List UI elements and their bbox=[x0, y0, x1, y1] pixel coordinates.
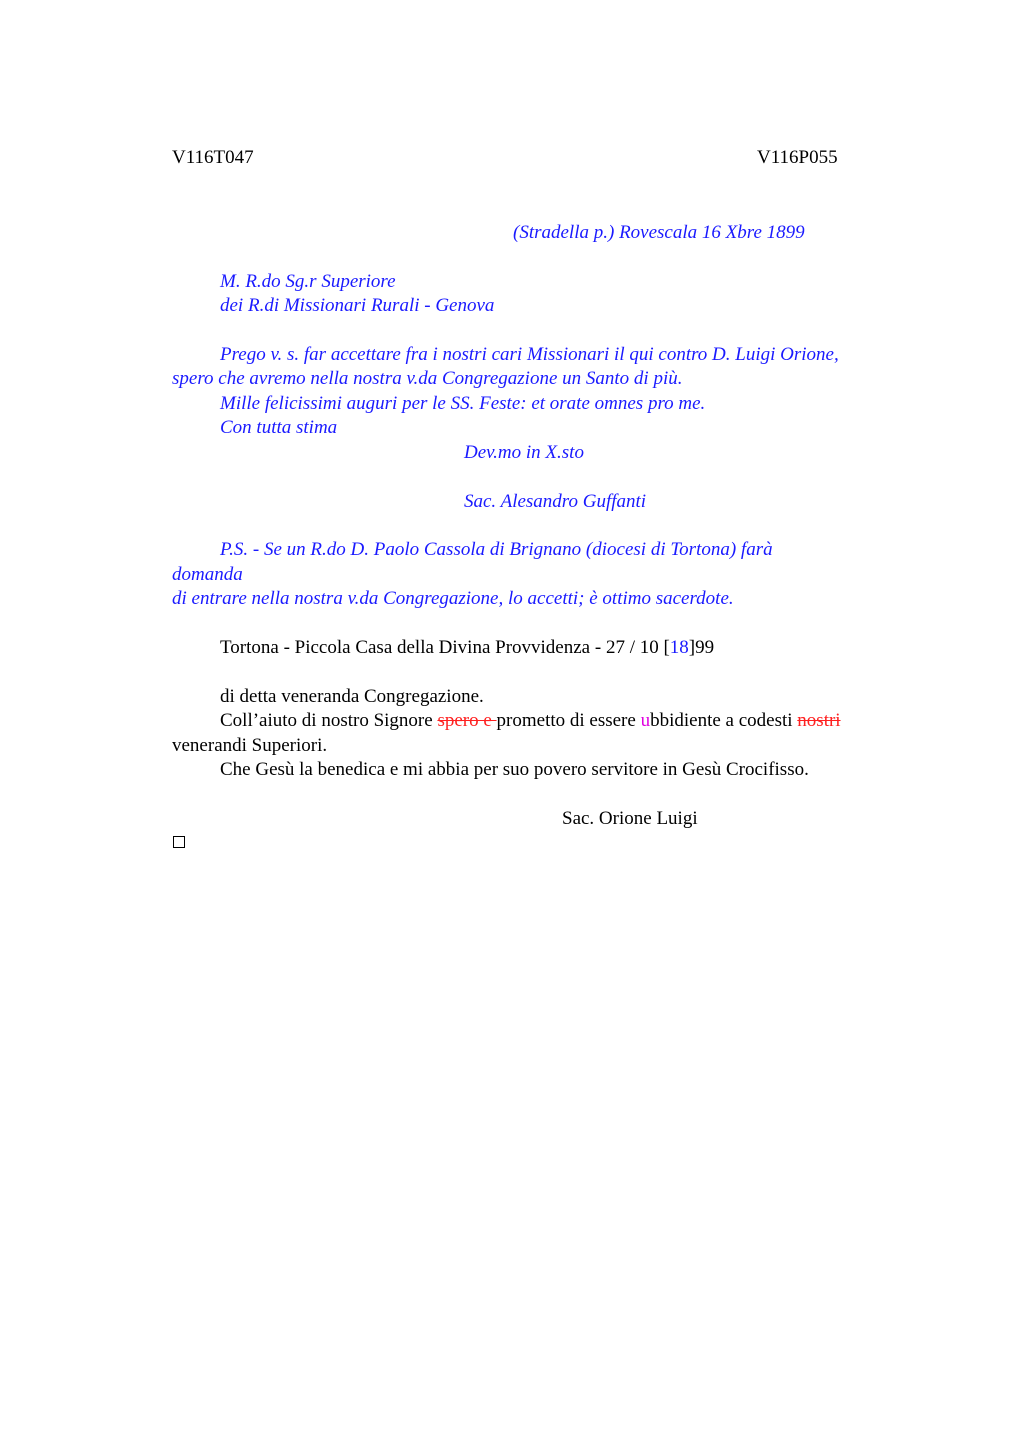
header-right-code: V116P055 bbox=[757, 147, 838, 168]
orione-signature: Sac. Orione Luigi bbox=[562, 808, 698, 829]
orione-dateline-pre: Tortona - Piccola Casa della Divina Provvidenza - 27 / 10 [ bbox=[220, 637, 670, 658]
orione-line2-b: prometto di essere bbox=[496, 710, 641, 731]
guffanti-body-line2: spero che avremo nella nostra v.da Congregazione un Santo di più. bbox=[172, 368, 683, 389]
guffanti-addressee-line2: dei R.di Missionari Rurali - Genova bbox=[220, 295, 495, 316]
orione-dateline-insert: 18 bbox=[669, 637, 689, 658]
orione-line2-c: bbidiente a codesti bbox=[650, 710, 798, 731]
orione-dateline-post: ]99 bbox=[688, 637, 715, 658]
guffanti-ps-line1: P.S. - Se un R.do D. Paolo Cassola di Brignano (diocesi di Tortona) farà bbox=[220, 539, 773, 560]
guffanti-addressee-line1: M. R.do Sg.r Superiore bbox=[220, 271, 396, 292]
guffanti-place-date: (Stradella p.) Rovescala 16 Xbre 1899 bbox=[513, 222, 805, 243]
guffanti-signature: Sac. Alesandro Guffanti bbox=[464, 491, 647, 512]
orione-line2-deletion2: nostri bbox=[797, 710, 841, 731]
orione-dateline bbox=[220, 636, 714, 660]
guffanti-ps-line2: domanda bbox=[172, 564, 243, 585]
guffanti-body-line1: Prego v. s. far accettare fra i nostri cari Missionari il qui contro D. Luigi Orione, bbox=[220, 344, 839, 365]
header-left-code: V116T047 bbox=[172, 147, 254, 168]
orione-line2 bbox=[220, 709, 841, 733]
guffanti-body-line3: Mille felicissimi auguri per le SS. Feste: et orate omnes pro me. bbox=[220, 393, 706, 414]
orione-line1: di detta veneranda Congregazione. bbox=[220, 686, 484, 707]
orione-line4: Che Gesù la benedica e mi abbia per suo povero servitore in Gesù Crocifisso. bbox=[220, 759, 809, 780]
guffanti-closing: Dev.mo in X.sto bbox=[464, 442, 584, 463]
checkbox-square-icon bbox=[173, 836, 185, 848]
orione-line3: venerandi Superiori. bbox=[172, 735, 328, 756]
guffanti-body-line4: Con tutta stima bbox=[220, 417, 338, 438]
guffanti-ps-line3: di entrare nella nostra v.da Congregazione, lo accetti; è ottimo sacerdote. bbox=[172, 588, 734, 609]
orione-line2-a: Coll’aiuto di nostro Signore bbox=[220, 710, 438, 731]
orione-line2-correction: u bbox=[640, 710, 651, 731]
orione-line2-deletion1: spero e bbox=[437, 710, 497, 731]
